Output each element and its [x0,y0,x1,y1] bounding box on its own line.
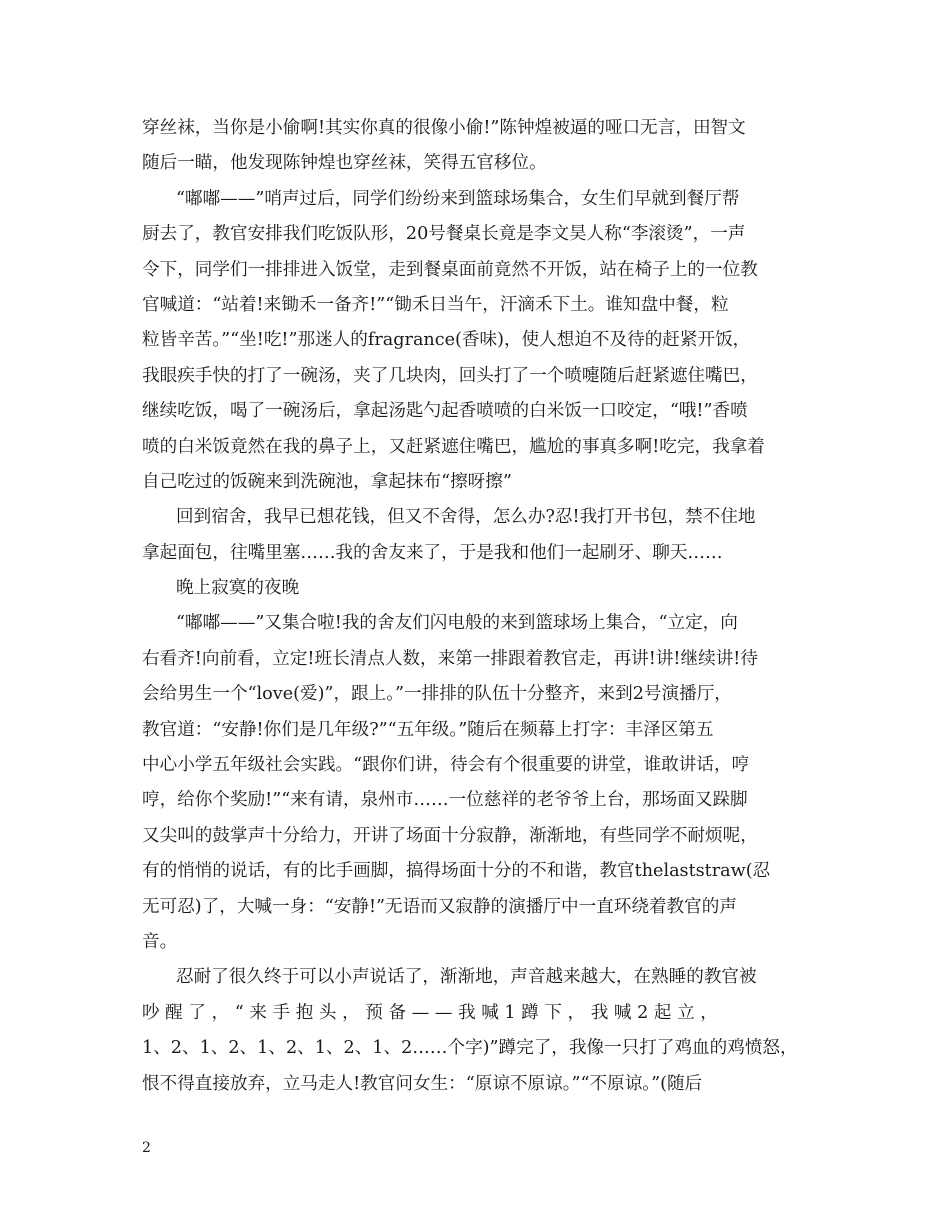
text-line: 恨不得直接放弃，立马走人!教官问女生：“原谅不原谅。”“不原谅。”(随后 [142,1073,703,1094]
text-line: 回到宿舍，我早已想花钱，但又不舍得，怎么办?忍!我打开书包，禁不住地 [176,507,756,528]
text-line: 自己吃过的饭碗来到洗碗池，拿起抹布“擦呀擦” [142,471,512,492]
text-line: 厨去了，教官安排我们吃饭队形，20号餐桌长竟是李文昊人称“李滚烫”，一声 [142,224,746,245]
text-line: 我眼疾手快的打了一碗汤，夹了几块肉，回头打了一个喷嚏随后赶紧遮住嘴巴， [142,365,758,386]
text-line: 右看齐!向前看，立定!班长清点人数，来第一排跟着教官走，再讲!讲!继续讲!待 [142,648,758,669]
text-line: 喷的白米饭竟然在我的鼻子上，又赶紧遮住嘴巴，尴尬的事真多啊!吃完，我拿着 [142,436,765,457]
text-line: 粒皆辛苦。”“坐!吃!”那迷人的fragrance(香味)，使人想迫不及待的赶紧开饭， [142,330,751,351]
text-line: 吵 醒 了 ， “ 来 手 抱 头 ， 预 备 — — 我 喊 1 蹲 下 ， 我 喊 2 起 立 ， [142,1002,718,1023]
text-line: “嘟嘟——”又集合啦!我的舍友们闪电般的来到篮球场上集合，“立定，向 [176,613,738,634]
text-line: 拿起面包，往嘴里塞……我的舍友来了，于是我和他们一起刷牙、聊天…… [142,542,723,563]
text-line: 哼，给你个奖励!”“来有请，泉州市……一位慈祥的老爷爷上台，那场面又跺脚 [142,790,748,811]
text-line: 教官道：“安静!你们是几年级?”“五年级。”随后在频幕上打字：丰泽区第五 [142,719,714,740]
text-line: 官喊道：“站着!来锄禾一备齐!”“锄禾日当午，汗滴禾下土。谁知盘中餐，粒 [142,294,729,315]
text-line: 音。 [142,931,178,952]
text-line: 穿丝袜，当你是小偷啊!其实你真的很像小偷!”陈钟煌被逼的哑口无言，田智文 [142,118,746,138]
text-line: 继续吃饭，喝了一碗汤后，拿起汤匙勺起香喷喷的白米饭一口咬定，“哦!”香喷 [142,401,748,422]
text-line: 中心小学五年级社会实践。“跟你们讲，待会有个很重要的讲堂，谁敢讲话，哼 [142,755,750,776]
text-line: 随后一瞄，他发现陈钟煌也穿丝袜，笑得五官移位。 [142,153,547,174]
document-body [142,111,810,1102]
text-line: “嘟嘟——”哨声过后，同学们纷纷来到篮球场集合，女生们早就到餐厅帮 [176,188,740,209]
text-line: 会给男生一个“love(爱)”，跟上。”一排排的队伍十分整齐，来到2号演播厅， [142,684,732,705]
text-line: 无可忍)了，大喊一身：“安静!”无语而又寂静的演播厅中一直环绕着教官的声 [142,896,737,917]
text-line: 1、2、1、2、1、2、1、2、1、2……个字)”蹲完了，我像一只打了鸡血的鸡愤怒， [142,1038,798,1059]
text-line: 晚上寂寞的夜晚 [176,578,300,599]
text-line: 有的悄悄的说话，有的比手画脚，搞得场面十分的不和谐，教官thelaststraw(忍 [142,861,771,882]
page-number: 2 [142,1140,151,1156]
text-line: 令下，同学们一排排进入饭堂，走到餐桌面前竟然不开饭，站在椅子上的一位教 [142,259,758,280]
text-line: 又尖叫的鼓掌声十分给力，开讲了场面十分寂静，渐渐地，有些同学不耐烦呢， [142,825,758,846]
text-line: 忍耐了很久终于可以小声说话了，渐渐地，声音越来越大，在熟睡的教官被 [176,967,757,988]
